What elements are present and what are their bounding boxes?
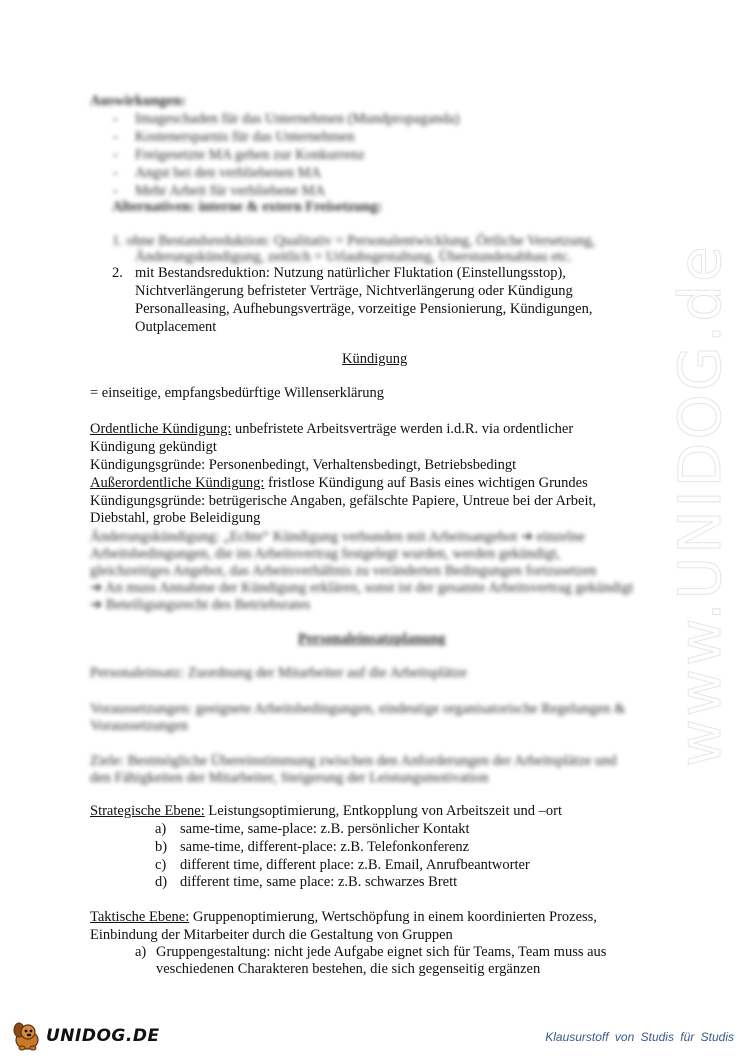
term-text: fristlose Kündigung auf Basis eines wichtigen Grundes: [264, 475, 588, 491]
term-label: Außerordentliche Kündigung:: [90, 475, 265, 491]
dog-mascot-icon: [10, 1019, 44, 1053]
term-label: Taktische Ebene:: [90, 909, 190, 925]
list-letter: a): [155, 821, 167, 837]
list-item: different time, different place: z.B. Email, Anrufbeantworter: [180, 857, 530, 873]
section-title-kuendigung: Kündigung: [342, 351, 408, 367]
list-item: - Imageschaden für das Unternehmen (Mundpropaganda): [135, 110, 460, 128]
section-title-personaleinsatz: Personaleinsatzplanung: [298, 631, 446, 647]
definition: = einseitige, empfangsbedürftige Willenserklärung: [90, 385, 385, 401]
paragraph: den Fähigkeiten der Mitarbeiter, Steigerung der Leistungsmotivation: [90, 770, 489, 786]
paragraph: [90, 908, 597, 926]
list-item: Nichtverlängerung befristeter Verträge, Nichtverlängerung oder Kündigung: [135, 283, 573, 299]
paragraph: [90, 474, 588, 492]
term-label: Strategische Ebene:: [90, 803, 205, 819]
list-item: - Angst bei den verbliebenen MA: [135, 164, 321, 182]
term-text: Gruppenoptimierung, Wertschöpfung in einem koordinierten Prozess,: [189, 909, 597, 925]
list-item: different time, same place: z.B. schwarzes Brett: [180, 874, 458, 890]
list-item: - Mehr Arbeit für verbliebene MA: [135, 182, 325, 200]
list-item: - Kostenersparnis für das Unternehmen: [135, 128, 354, 146]
paragraph: [90, 420, 573, 438]
list-number: 2.: [112, 265, 123, 281]
paragraph: Personaleinsatz: Zuordnung der Mitarbeiter auf die Arbeitsplätze: [90, 665, 467, 681]
paragraph: Ziele: Bestmögliche Übereinstimmung zwischen den Anforderungen der Arbeitsplätze und: [90, 753, 617, 769]
list-letter: b): [155, 839, 168, 855]
list-item: Gruppengestaltung: nicht jede Aufgabe eignet sich für Teams, Team muss aus: [156, 944, 607, 960]
list-item: Änderungskündigung, zeitlich = Urlaubsgestaltung, Überstundenabbau etc.: [135, 249, 572, 265]
paragraph: gleichzeitiges Angebot, das Arbeitsverhältnis zu veränderten Bedingungen fortzusetzen: [90, 563, 597, 579]
list-item: Personalleasing, Aufhebungsverträge, vorzeitige Pensionierung, Kündigungen,: [135, 301, 593, 317]
list-letter: c): [155, 857, 167, 873]
heading-auswirkungen: Auswirkungen:: [90, 93, 186, 109]
heading-alternativen: Alternativen: interne & extern Freisetzung:: [112, 199, 383, 215]
paragraph: Änderungskündigung: „Echte“ Kündigung verbunden mit Arbeitsangebot ➔ einzelne: [90, 529, 585, 545]
list-item: mit Bestandsreduktion: Nutzung natürlicher Fluktation (Einstellungsstop),: [135, 265, 566, 281]
paragraph: Kündigungsgründe: betrügerische Angaben, gefälschte Papiere, Untreue bei der Arbeit,: [90, 493, 597, 509]
paragraph: Arbeitsbedingungen, die im Arbeitsvertrag festgelegt wurden, werden gekündigt,: [90, 546, 561, 562]
watermark: www.UNIDOG.de: [666, 243, 734, 767]
term-text: Leistungsoptimierung, Entkopplung von Arbeitszeit und –ort: [204, 803, 562, 819]
paragraph: Kündigungsgründe: Personenbedingt, Verhaltensbedingt, Betriebsbedingt: [90, 457, 517, 473]
list-letter: a): [135, 944, 147, 960]
list-item: Outplacement: [135, 319, 217, 335]
list-item: - Freigesetzte MA gehen zur Konkurrenz: [135, 146, 365, 164]
paragraph: Diebstahl, grobe Beleidigung: [90, 510, 261, 526]
paragraph: ➔ Beteiligungsrecht des Betriebsrates: [90, 597, 311, 613]
paragraph: [90, 802, 562, 820]
term-text: unbefristete Arbeitsverträge werden i.d.R. via ordentlicher: [231, 421, 574, 437]
term-label: Ordentliche Kündigung:: [90, 421, 232, 437]
list-item: veschiedenen Charakteren bestehen, die sich gegenseitig ergänzen: [156, 961, 541, 977]
paragraph: Voraussetzungen: geeignete Arbeitsbedingungen, eindeutige organisatorische Regelungen &: [90, 701, 626, 717]
paragraph: Einbindung der Mitarbeiter durch die Gestaltung von Gruppen: [90, 927, 453, 943]
paragraph: Voraussetzungen: [90, 718, 188, 734]
list-letter: d): [155, 874, 168, 890]
footer-logo[interactable]: [10, 1018, 160, 1054]
list-item: 1. ohne Bestandsreduktion: Qualitativ = Personalentwicklung, Örtliche Versetzung,: [112, 233, 596, 249]
paragraph: ➔ An muss Annahme der Kündigung erklären, sonst ist der gesamte Arbeitsvertrag gekündigt: [90, 580, 634, 596]
logo-text: UNIDOG.DE: [46, 1026, 160, 1046]
footer-tagline: Klausurstoff von Studis für Studis: [545, 1030, 734, 1044]
list-item: same-time, different-place: z.B. Telefonkonferenz: [180, 839, 470, 855]
paragraph: Kündigung gekündigt: [90, 439, 217, 455]
list-item: same-time, same-place: z.B. persönlicher Kontakt: [180, 821, 470, 837]
